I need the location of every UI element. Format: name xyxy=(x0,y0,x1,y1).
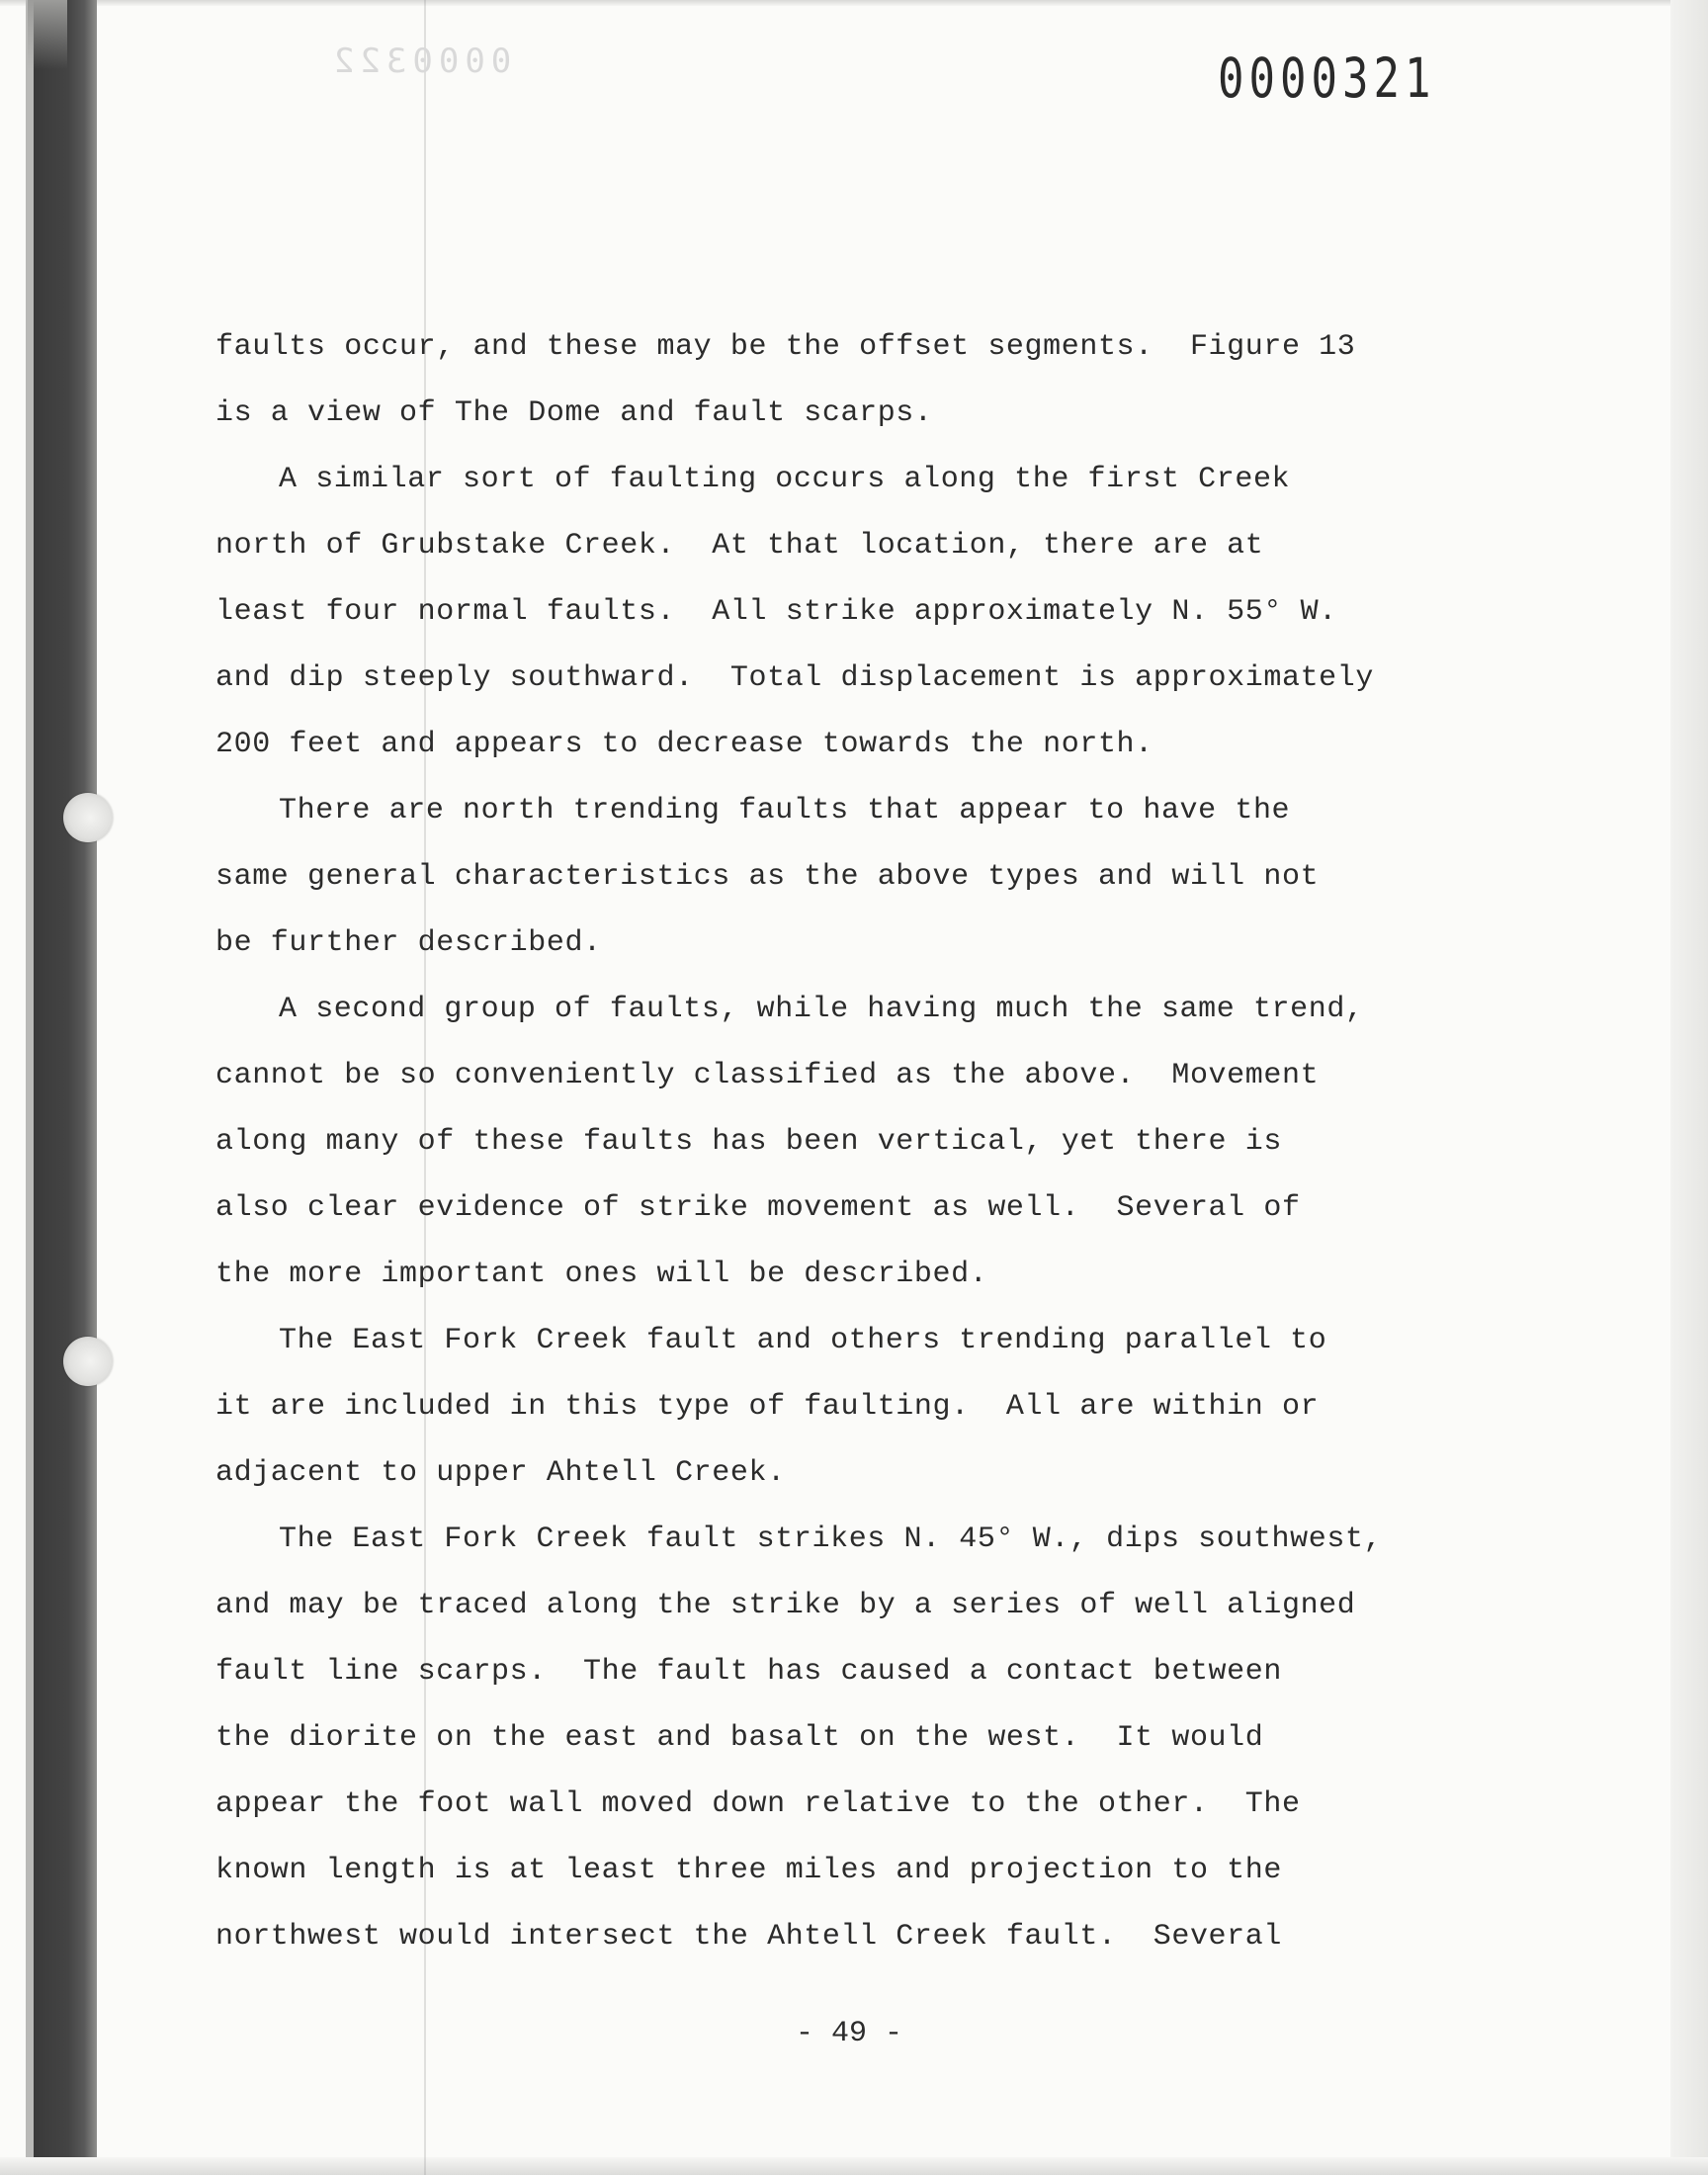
page-top-edge xyxy=(0,0,1708,6)
text-line: The East Fork Creek fault strikes N. 45° W., dips southwest, xyxy=(279,1522,1383,1556)
page-bottom-shadow xyxy=(0,2157,1708,2175)
body-text xyxy=(215,314,1500,1970)
text-line: appear the foot wall moved down relative to the other. The xyxy=(215,1787,1301,1821)
binding-strip xyxy=(34,0,97,2175)
text-line: is a view of The Dome and fault scarps. xyxy=(215,396,933,430)
bleed-through-number: 0000322 xyxy=(328,42,512,81)
text-line: also clear evidence of strike movement as well. Several of xyxy=(215,1191,1301,1225)
text-line: There are north trending faults that appear to have the xyxy=(279,794,1291,827)
punch-hole-lower xyxy=(63,1337,113,1386)
page-number-text: - 49 - xyxy=(795,2017,903,2050)
text-line: be further described. xyxy=(215,926,602,960)
text-line: cannot be so conveniently classified as the above. Movement xyxy=(215,1059,1320,1092)
text-line: 200 feet and appears to decrease towards the north. xyxy=(215,728,1153,761)
text-line: fault line scarps. The fault has caused a contact between xyxy=(215,1655,1282,1689)
binding-top-shade xyxy=(28,0,67,69)
text-line: same general characteristics as the above types and will not xyxy=(215,860,1320,894)
page-number xyxy=(0,2017,1708,2050)
text-line: A similar sort of faulting occurs along the first Creek xyxy=(279,463,1291,496)
text-line: north of Grubstake Creek. At that location, there are at xyxy=(215,529,1264,563)
text-line: adjacent to upper Ahtell Creek. xyxy=(215,1456,786,1490)
text-line: along many of these faults has been vertical, yet there is xyxy=(215,1125,1282,1159)
page-left-edge xyxy=(26,0,34,2175)
text-line: it are included in this type of faulting. All are within or xyxy=(215,1390,1320,1424)
text-line: the more important ones will be described. xyxy=(215,1258,988,1291)
page-right-shadow xyxy=(1670,0,1708,2175)
text-line: known length is at least three miles and projection to the xyxy=(215,1854,1282,1887)
punch-hole-upper xyxy=(63,793,113,842)
text-line: northwest would intersect the Ahtell Creek fault. Several xyxy=(215,1920,1282,1954)
text-line: the diorite on the east and basalt on the west. It would xyxy=(215,1721,1264,1755)
text-line: faults occur, and these may be the offset segments. Figure 13 xyxy=(215,330,1356,364)
text-line: and may be traced along the strike by a series of well aligned xyxy=(215,1589,1356,1622)
text-line: and dip steeply southward. Total displacement is approximately xyxy=(215,661,1374,695)
text-line: least four normal faults. All strike approximately N. 55° W. xyxy=(215,595,1337,629)
text-line: The East Fork Creek fault and others trending parallel to xyxy=(279,1324,1327,1357)
document-stamp-number: 0000321 xyxy=(1218,47,1436,111)
text-line: A second group of faults, while having much the same trend, xyxy=(279,993,1364,1026)
